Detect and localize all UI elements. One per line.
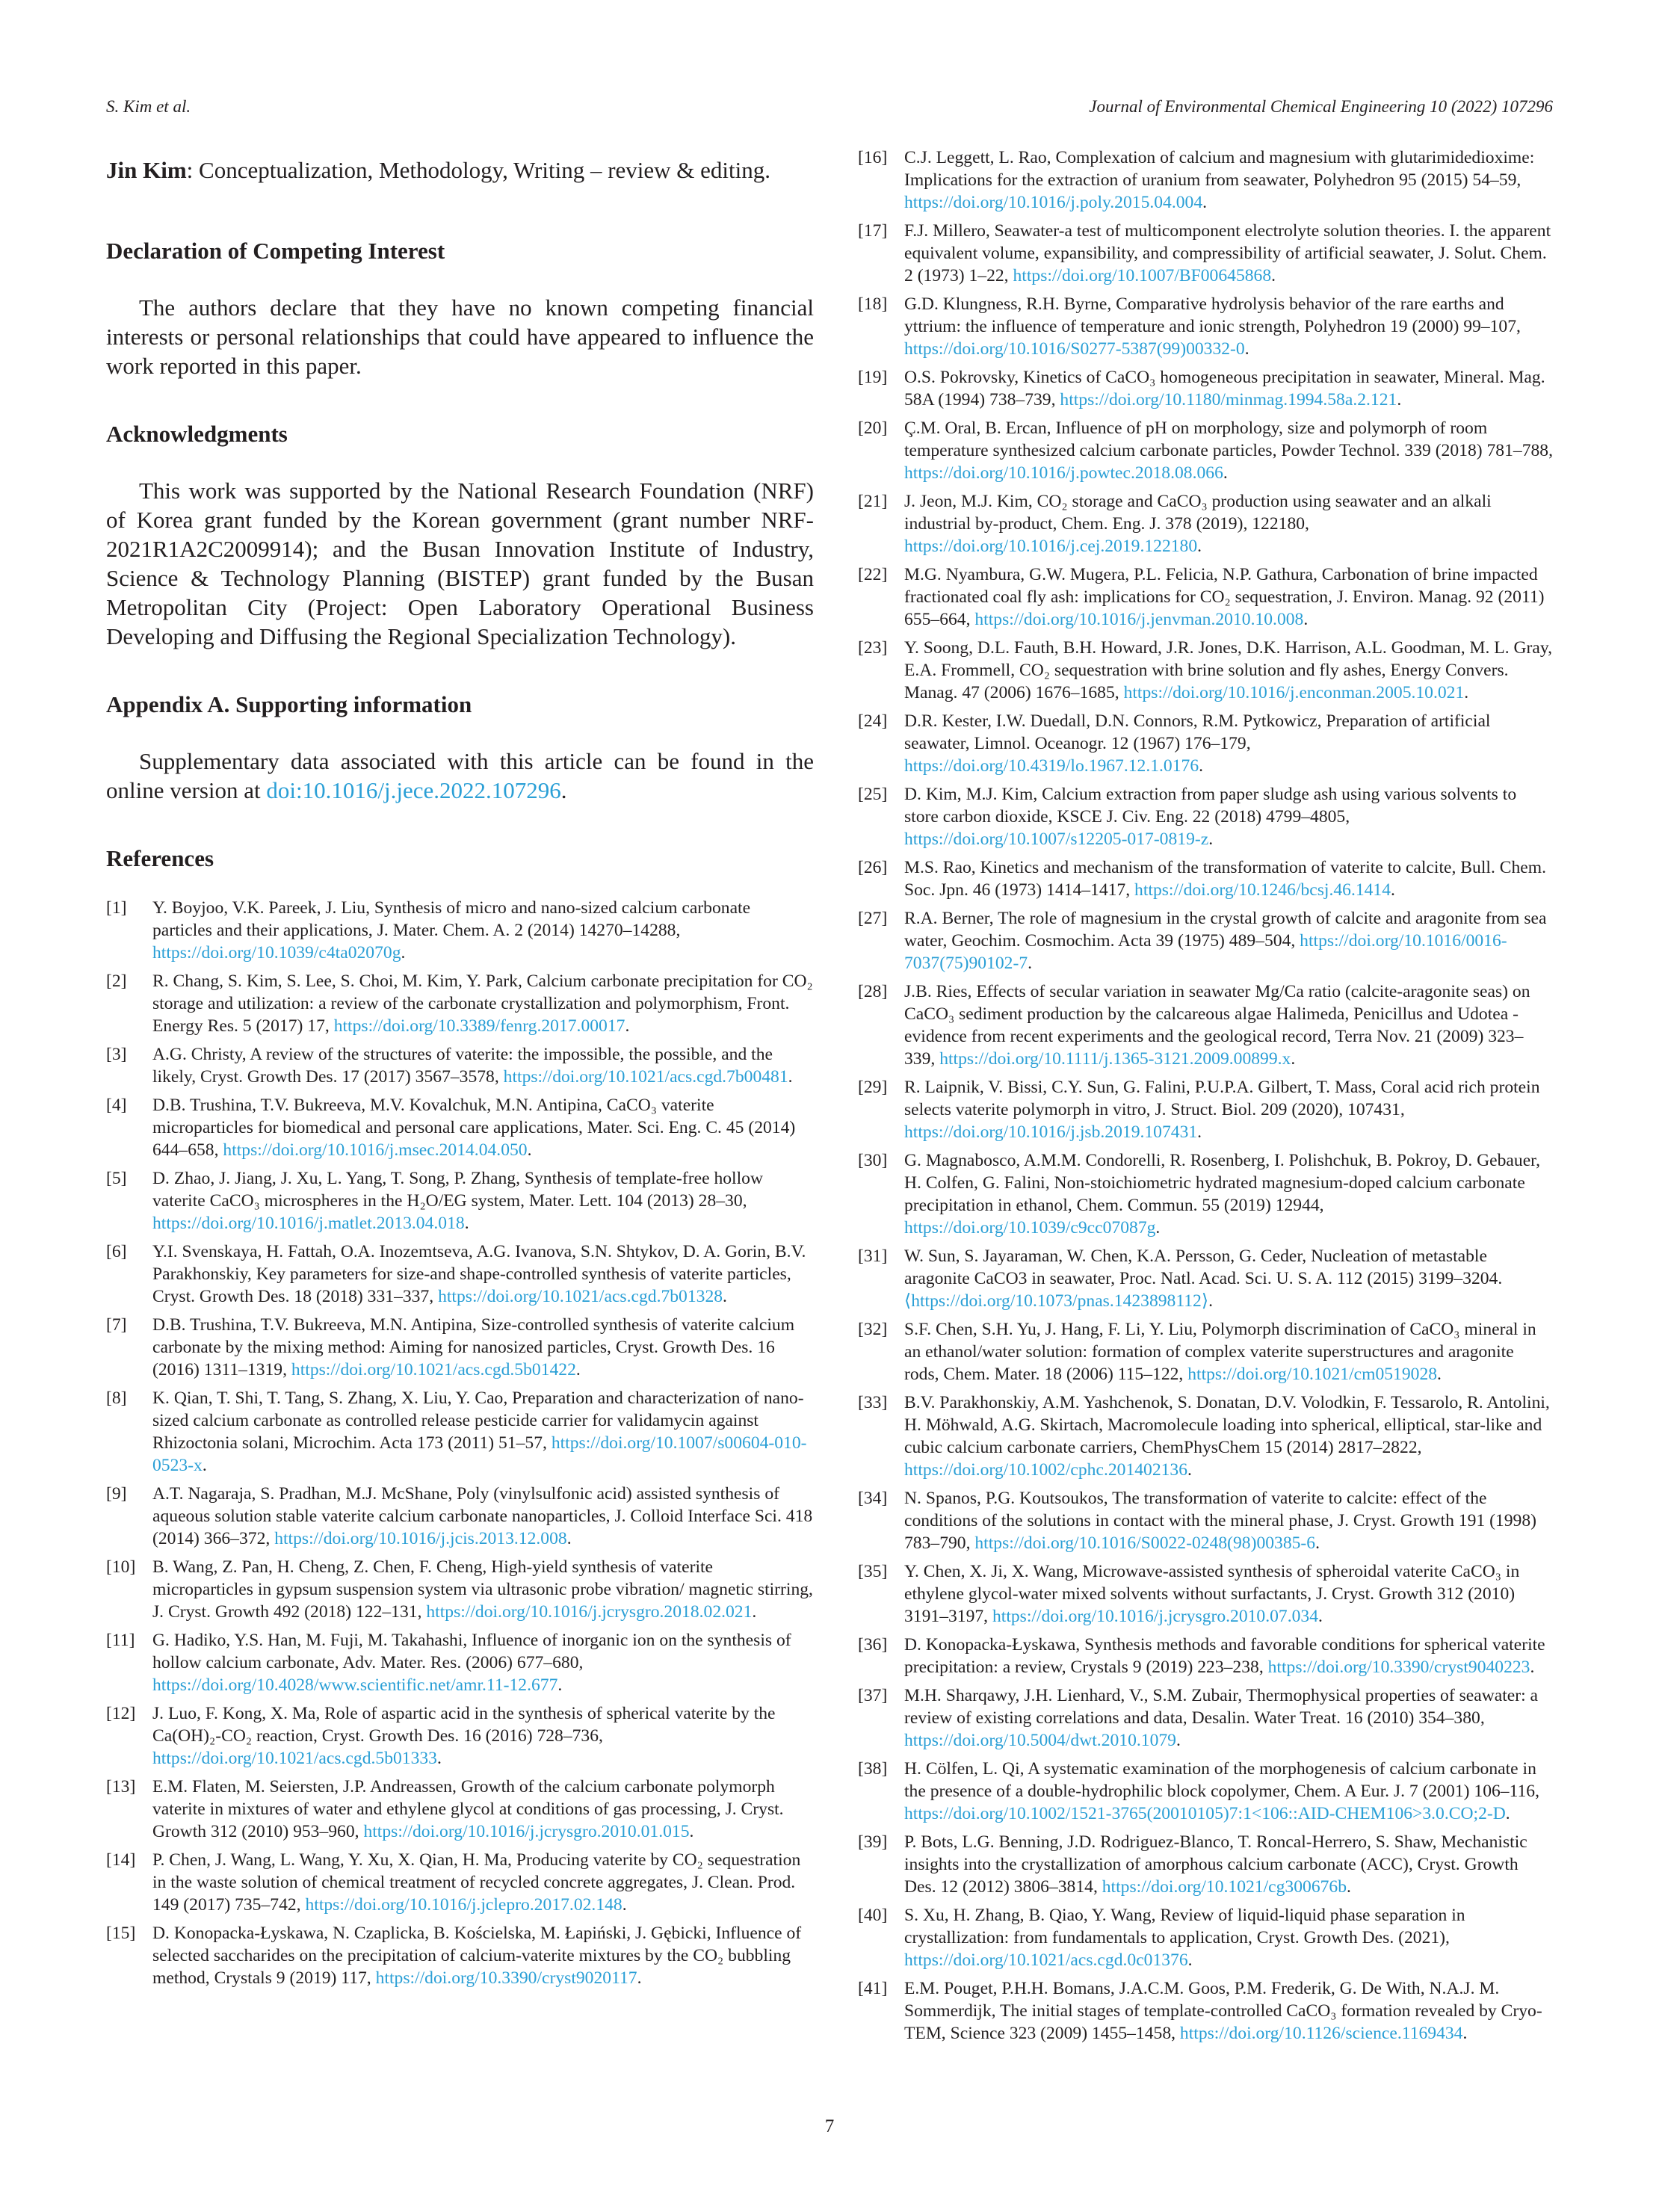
reference-text (152, 1629, 814, 1696)
reference-text (904, 417, 1553, 484)
reference-citation: J.B. Ries, Effects of secular variation in seawater Mg/Ca ratio (calcite-aragonite seas) on CaCO₃ sediment production by the calcareous algae Halimeda, Penicillus and Udotea - evidence from recent experiments and the geological record, Terra Nov. 21 (2009) 323–339, (904, 982, 1530, 1069)
reference-item (106, 1241, 814, 1308)
reference-end: . (1187, 1950, 1193, 1970)
reference-doi-link[interactable]: https://doi.org/10.3390/cryst9040223 (1267, 1658, 1530, 1677)
reference-item (858, 980, 1553, 1070)
reference-citation: D.R. Kester, I.W. Duedall, D.N. Connors, R.M. Pytkowicz, Preparation of artificial seawater, Limnol. Oceanogr. 12 (1967) 176–179, (904, 711, 1491, 753)
reference-end: . (1505, 1804, 1510, 1823)
reference-item (106, 1314, 814, 1381)
reference-text (152, 1556, 814, 1623)
reference-doi-link[interactable]: https://doi.org/10.1016/j.jcrysgro.2010.07.034 (992, 1607, 1319, 1626)
reference-number: [36] (858, 1635, 888, 1655)
reference-end: . (1202, 193, 1208, 212)
appendix-end: . (560, 777, 567, 803)
reference-item (858, 1149, 1553, 1239)
reference-end: . (401, 943, 406, 963)
reference-item (106, 1922, 814, 1989)
reference-end: . (752, 1602, 757, 1622)
reference-doi-link[interactable]: https://doi.org/10.1016/j.jcis.2013.12.008 (274, 1529, 567, 1548)
reference-doi-link[interactable]: https://doi.org/10.1246/bcsj.46.1414 (1134, 880, 1391, 900)
reference-doi-link[interactable]: https://doi.org/10.1016/j.cej.2019.122180 (904, 537, 1198, 556)
reference-item (858, 490, 1553, 557)
reference-number: [13] (106, 1777, 136, 1797)
reference-citation: M.G. Nyambura, G.W. Mugera, P.L. Felicia, N.P. Gathura, Carbonation of brine impacted fractionated coal fly ash: implications for CO₂ sequestration, J. Environ. Manag. 92 (2011) 655–664, (904, 565, 1545, 629)
reference-text (904, 1977, 1553, 2045)
reference-text (152, 1702, 814, 1770)
reference-number: [37] (858, 1686, 888, 1705)
reference-doi-link[interactable]: https://doi.org/10.3389/fenrg.2017.00017 (333, 1016, 625, 1036)
reference-end: . (575, 1360, 581, 1380)
reference-citation: R. Chang, S. Kim, S. Lee, S. Choi, M. Kim, Y. Park, Calcium carbonate precipitation for CO₂ storage and utilization: a review of the carbonate crystallization and polymorphism, Front. Energy Res. 5 (2017) 17, (152, 971, 813, 1036)
reference-doi-link[interactable]: https://doi.org/10.1180/minmag.1994.58a.2.121 (1060, 390, 1397, 410)
reference-citation: D. Kim, M.J. Kim, Calcium extraction from paper sludge ash using various solvents to store carbon dioxide, KSCE J. Civ. Eng. 22 (2018) 4799–4805, (904, 785, 1517, 827)
reference-item (858, 1684, 1553, 1752)
reference-citation: S.F. Chen, S.H. Yu, J. Hang, F. Li, Y. Liu, Polymorph discrimination of CaCO₃ mineral in an ethanol/water solution: formation of complex vaterite superstructures and aragonite rods, Chem. Mater. 18 (2006) 115–122, (904, 1320, 1536, 1384)
reference-doi-link[interactable]: https://doi.org/10.1007/BF00645868 (1013, 266, 1272, 285)
reference-number: [24] (858, 711, 888, 731)
reference-number: [6] (106, 1242, 127, 1261)
reference-number: [20] (858, 418, 888, 438)
reference-number: [7] (106, 1315, 127, 1335)
reference-text (904, 1076, 1553, 1143)
reference-doi-link[interactable]: https://doi.org/10.1016/j.poly.2015.04.004 (904, 193, 1203, 212)
reference-citation: E.M. Flaten, M. Seiersten, J.P. Andreassen, Growth of the calcium carbonate polymorph vaterite in mixtures of water and ethylene glycol at conditions of gas processing, J. Cryst. Growth 312 (2010) 953–960, (152, 1777, 784, 1841)
reference-number: [26] (858, 858, 888, 877)
reference-doi-link[interactable]: https://doi.org/10.1021/acs.cgd.5b01422 (291, 1360, 576, 1380)
left-column (106, 146, 814, 1995)
reference-item (858, 146, 1553, 214)
reference-end: . (1291, 1049, 1296, 1069)
reference-number: [10] (106, 1557, 136, 1577)
references-list-left (106, 897, 814, 1989)
reference-text (152, 1849, 814, 1916)
reference-text (904, 293, 1553, 360)
reference-text (152, 1483, 814, 1550)
reference-item (106, 1849, 814, 1916)
declaration-text: The authors declare that they have no known competing financial interests or personal relationships that could have appeared to influence the work reported in this paper. (106, 294, 814, 379)
reference-text (904, 1904, 1553, 1971)
appendix-doi-link[interactable]: doi:10.1016/j.jece.2022.107296 (266, 777, 561, 803)
reference-text (904, 146, 1553, 214)
reference-end: . (1397, 390, 1402, 410)
reference-end: . (1530, 1658, 1535, 1677)
reference-number: [23] (858, 638, 888, 658)
reference-citation: Y. Boyjoo, V.K. Pareek, J. Liu, Synthesis of micro and nano-sized calcium carbonate particles and their applications, J. Mater. Chem. A. 2 (2014) 14270–14288, (152, 898, 751, 940)
reference-text (904, 710, 1553, 777)
reference-doi-link[interactable]: https://doi.org/10.1016/j.powtec.2018.08.066 (904, 463, 1223, 483)
reference-citation: F.J. Millero, Seawater-a test of multicomponent electrolyte solution theories. I. the apparent equivalent volume, expansibility, and compressibility of artificial seawater, J. Solut. Chem. 2 (1973) 1–22, (904, 221, 1551, 285)
reference-doi-link[interactable]: https://doi.org/10.1016/j.matlet.2013.04.018 (152, 1214, 465, 1233)
reference-item (106, 897, 814, 964)
reference-text (904, 1684, 1553, 1752)
acknowledgments-text: This work was supported by the National Research Foundation (NRF) of Korea grant funded by the Korean government (grant number NRF-2021R1A2C2009914); and the Busan Innovation Institute of Industry, Science & Technology Planning (BISTEP) grant funded by the Busan Metropolitan City (Project: Open Laboratory Operational Business Developing and Diffusing the Regional Specialization Technology). (106, 478, 814, 649)
reference-doi-link[interactable]: https://doi.org/10.1021/acs.cgd.7b00481 (503, 1067, 788, 1087)
reference-end: . (1315, 1533, 1320, 1553)
reference-citation: D. Konopacka-Łyskawa, N. Czaplicka, B. Kościelska, M. Łapiński, J. Gębicki, Influence of selected saccharides on the precipitation of calcium-vaterite mixtures by the CO₂ bubbling method, Crystals 9 (2019) 117, (152, 1924, 802, 1988)
reference-item (106, 1167, 814, 1235)
reference-citation: D.B. Trushina, T.V. Bukreeva, M.V. Kovalchuk, M.N. Antipina, CaCO₃ vaterite microparticles for biomedical and personal care applications, Mater. Sci. Eng. C. 45 (2014) 644–658, (152, 1096, 796, 1160)
reference-end: . (637, 1968, 642, 1988)
reference-number: [4] (106, 1096, 127, 1115)
reference-doi-link[interactable]: https://doi.org/10.3390/cryst9020117 (375, 1968, 637, 1988)
reference-item (858, 1318, 1553, 1385)
reference-number: [29] (858, 1078, 888, 1097)
references-list-right (858, 146, 1553, 2045)
reference-number: [19] (858, 368, 888, 387)
reference-citation: D. Zhao, J. Jiang, J. Xu, L. Yang, T. Song, P. Zhang, Synthesis of template-free hollow vaterite CaCO₃ microspheres in the H₂O/EG system, Mater. Lett. 104 (2013) 28–30, (152, 1169, 763, 1211)
reference-end: . (1199, 756, 1204, 776)
reference-citation: J. Jeon, M.J. Kim, CO₂ storage and CaCO₃ production using seawater and an alkali industrial by-product, Chem. Eng. J. 378 (2019), 122180, (904, 492, 1492, 534)
reference-end: . (1437, 1365, 1442, 1384)
reference-text (904, 637, 1553, 704)
appendix-heading: Appendix A. Supporting information (106, 691, 472, 717)
credit-name: Jin Kim (106, 157, 187, 183)
reference-item (858, 1245, 1553, 1312)
reference-text (904, 907, 1553, 974)
reference-number: [9] (106, 1484, 127, 1504)
reference-text (152, 1387, 814, 1477)
reference-end: . (1318, 1607, 1323, 1626)
reference-doi-link[interactable]: https://doi.org/10.1002/1521-3765(20010105)7:1<106::AID-CHEM106>3.0.CO;2-D (904, 1804, 1506, 1823)
reference-doi-link[interactable]: https://doi.org/10.1016/j.jcrysgro.2010.01.015 (363, 1822, 690, 1841)
reference-text (152, 970, 814, 1037)
reference-citation: S. Xu, H. Zhang, B. Qiao, Y. Wang, Review of liquid-liquid phase separation in crystallization: from fundamentals to application, Cryst. Growth Des. (2021), (904, 1906, 1465, 1947)
reference-text (904, 366, 1553, 411)
reference-doi-link[interactable]: https://doi.org/10.4319/lo.1967.12.1.0176 (904, 756, 1199, 776)
reference-text (152, 1094, 814, 1161)
reference-citation: O.S. Pokrovsky, Kinetics of CaCO₃ homogeneous precipitation in seawater, Mineral. Mag. 58A (1994) 738–739, (904, 368, 1545, 410)
reference-citation: D.B. Trushina, T.V. Bukreeva, M.N. Antipina, Size-controlled synthesis of vaterite calcium carbonate by the mixing method: Aiming for nanosized particles, Cryst. Growth Des. 16 (2016) 1311–1319, (152, 1315, 795, 1380)
page-number: 7 (824, 2116, 835, 2137)
reference-number: [17] (858, 221, 888, 241)
reference-item (858, 366, 1553, 411)
reference-number: [35] (858, 1562, 888, 1581)
reference-citation: D. Konopacka-Łyskawa, Synthesis methods and favorable conditions for spherical vaterite precipitation: a review, Crystals 9 (2019) 223–238, (904, 1635, 1545, 1677)
reference-number: [5] (106, 1169, 127, 1188)
reference-text (152, 1922, 814, 1989)
reference-end: . (527, 1140, 532, 1160)
reference-text (904, 1758, 1553, 1825)
reference-end: . (1244, 339, 1249, 359)
reference-number: [3] (106, 1045, 127, 1064)
reference-doi-link[interactable]: https://doi.org/10.1021/cg300676b (1102, 1877, 1347, 1897)
reference-item (106, 1094, 814, 1161)
reference-end: . (566, 1529, 572, 1548)
reference-end: . (1197, 537, 1202, 556)
reference-end: . (1187, 1460, 1192, 1480)
declaration-heading: Declaration of Competing Interest (106, 238, 445, 264)
reference-item (858, 637, 1553, 704)
reference-item (858, 563, 1553, 631)
reference-text (904, 1831, 1553, 1898)
reference-text (904, 980, 1553, 1070)
reference-end: . (202, 1456, 207, 1475)
reference-doi-link[interactable]: https://doi.org/10.1002/cphc.201402136 (904, 1460, 1188, 1480)
reference-doi-link[interactable]: https://doi.org/10.1039/c4ta02070g (152, 943, 401, 963)
reference-end: . (1271, 266, 1276, 285)
reference-text (152, 1776, 814, 1843)
reference-citation: P. Chen, J. Wang, L. Wang, Y. Xu, X. Qian, H. Ma, Producing vaterite by CO₂ sequestration in the waste solution of chemical treatment of recycled concrete aggregates, J. Clean. Prod. 149 (2017) 735–742, (152, 1850, 801, 1915)
reference-doi-link[interactable]: https://doi.org/10.1016/j.jsb.2019.107431 (904, 1122, 1198, 1142)
reference-end: . (1391, 880, 1395, 900)
reference-citation: R. Laipnik, V. Bissi, C.Y. Sun, G. Falini, P.U.P.A. Gilbert, T. Mass, Coral acid rich protein selects vaterite polymorph in vitro, J. Struct. Biol. 209 (2020), 107431, (904, 1078, 1540, 1119)
reference-end: . (436, 1749, 442, 1768)
reference-item (858, 783, 1553, 850)
credit-statement (106, 155, 814, 185)
reference-text (904, 563, 1553, 631)
reference-citation: A.T. Nagaraja, S. Pradhan, M.J. McShane, Poly (vinylsulfonic acid) assisted synthesis of aqueous solution stable vaterite calcium carbonate nanoparticles, J. Colloid Interface Sci. 418 (2014) 366–372, (152, 1484, 813, 1548)
reference-item (106, 1776, 814, 1843)
running-header-journal: Journal of Environmental Chemical Engineering 10 (2022) 107296 (1089, 97, 1553, 116)
references-heading: References (106, 845, 214, 871)
reference-citation: A.G. Christy, A review of the structures of vaterite: the impossible, the possible, and the likely, Cryst. Growth Des. 17 (2017) 3567–3578, (152, 1045, 773, 1087)
reference-number: [21] (858, 492, 888, 511)
reference-text (904, 1560, 1553, 1628)
reference-item (106, 1702, 814, 1770)
reference-end: . (622, 1895, 627, 1915)
reference-doi-link[interactable]: https://doi.org/10.5004/dwt.2010.1079 (904, 1731, 1176, 1750)
appendix-text (106, 747, 814, 805)
reference-number: [15] (106, 1924, 136, 1943)
reference-item (858, 1904, 1553, 1971)
acknowledgments-heading: Acknowledgments (106, 421, 288, 447)
reference-citation: W. Sun, S. Jayaraman, W. Chen, K.A. Persson, G. Ceder, Nucleation of metastable aragonite CaCO3 in seawater, Proc. Natl. Acad. Sci. U. S. A. 112 (2015) 3199–3204. (904, 1246, 1503, 1288)
reference-citation: B.V. Parakhonskiy, A.M. Yashchenok, S. Donatan, D.V. Volodkin, F. Tessarolo, R. Antolini, H. Möhwald, A.G. Skirtach, Macromolecule loading into spherical, elliptical, star-like and cubic calcium carbonate carriers, ChemPhysChem 15 (2014) 2817–2822, (904, 1393, 1550, 1457)
reference-doi-link[interactable]: https://doi.org/10.1021/cm0519028 (1187, 1365, 1438, 1384)
reference-item (858, 1391, 1553, 1481)
reference-citation: C.J. Leggett, L. Rao, Complexation of calcium and magnesium with glutarimidedioxime: Implications for the extraction of uranium from seawater, Polyhedron 95 (2015) 54–59, (904, 148, 1535, 190)
reference-doi-link[interactable]: https://doi.org/10.1007/s12205-017-0819-z (904, 830, 1209, 849)
reference-number: [33] (858, 1393, 888, 1412)
reference-number: [2] (106, 971, 127, 991)
reference-citation: G.D. Klungness, R.H. Byrne, Comparative hydrolysis behavior of the rare earths and yttrium: the influence of temperature and ionic strength, Polyhedron 19 (2000) 99–107, (904, 294, 1521, 336)
reference-end: . (1208, 1291, 1213, 1311)
reference-number: [14] (106, 1850, 136, 1870)
reference-end: . (1464, 683, 1469, 702)
reference-item (858, 1076, 1553, 1143)
reference-end: . (788, 1067, 793, 1087)
reference-citation: N. Spanos, P.G. Koutsoukos, The transformation of vaterite to calcite: effect of the conditions of the solutions in contact with the mineral phase, J. Cryst. Growth 191 (1998) 783–790, (904, 1489, 1536, 1553)
reference-number: [11] (106, 1631, 135, 1650)
reference-doi-link[interactable]: https://doi.org/10.1111/j.1365-3121.2009.00899.x (939, 1049, 1291, 1069)
reference-citation: M.S. Rao, Kinetics and mechanism of the transformation of vaterite to calcite, Bull. Chem. Soc. Jpn. 46 (1973) 1414–1417, (904, 858, 1546, 900)
reference-item (106, 1387, 814, 1477)
appendix-body: Supplementary data associated with this article can be found in the online version at (106, 748, 814, 803)
reference-doi-link[interactable]: https://doi.org/10.1016/S0022-0248(98)00385-6 (974, 1533, 1316, 1553)
reference-text (152, 1167, 814, 1235)
reference-text (904, 490, 1553, 557)
reference-item (858, 417, 1553, 484)
reference-text (904, 1245, 1553, 1312)
reference-citation: Y. Chen, X. Ji, X. Wang, Microwave-assisted synthesis of spheroidal vaterite CaCO₃ in ethylene glycol-water mixed solvents without surfactants, J. Cryst. Growth 312 (2010) 3191–3197, (904, 1562, 1520, 1626)
reference-doi-link[interactable]: https://doi.org/10.1016/j.enconman.2005.10.021 (1123, 683, 1465, 702)
reference-citation: B. Wang, Z. Pan, H. Cheng, Z. Chen, F. Cheng, High-yield synthesis of vaterite microparticles in gypsum suspension system via ultrasonic probe vibration/ magnetic stirring, J. Cryst. Growth 492 (2018) 122–131, (152, 1557, 813, 1622)
reference-number: [38] (858, 1759, 888, 1779)
reference-item (858, 1977, 1553, 2045)
reference-item (858, 1758, 1553, 1825)
reference-end: . (1197, 1122, 1202, 1142)
reference-item (858, 710, 1553, 777)
reference-doi-link[interactable]: https://doi.org/10.1016/0016-7037(75)90102-7 (904, 931, 1507, 973)
reference-citation: Ç.M. Oral, B. Ercan, Influence of pH on morphology, size and polymorph of room temperature synthesized calcium carbonate particles, Powder Technol. 339 (2018) 781–788, (904, 418, 1553, 460)
reference-item (858, 856, 1553, 901)
reference-end: . (1028, 954, 1033, 973)
reference-citation: Y. Soong, D.L. Fauth, B.H. Howard, J.R. Jones, D.K. Harrison, A.L. Goodman, M. L. Gray, E.A. Frommell, CO₂ sequestration with brine solution and fly ashes, Energy Convers. Manag. 47 (2006) 1676–1685, (904, 638, 1553, 702)
reference-end: . (625, 1016, 630, 1036)
reference-item (106, 1556, 814, 1623)
reference-end: . (689, 1822, 694, 1841)
reference-doi-link[interactable]: https://doi.org/10.1039/c9cc07087g (904, 1218, 1156, 1238)
reference-doi-link[interactable]: https://doi.org/10.1126/science.1169434 (1179, 2024, 1463, 2043)
reference-number: [8] (106, 1388, 127, 1408)
reference-end: . (1303, 610, 1309, 629)
reference-number: [1] (106, 898, 127, 918)
reference-citation: R.A. Berner, The role of magnesium in the crystal growth of calcite and aragonite from sea water, Geochim. Cosmochim. Acta 39 (1975) 489–504, (904, 909, 1547, 951)
reference-item (858, 1560, 1553, 1628)
reference-citation: M.H. Sharqawy, J.H. Lienhard, V., S.M. Zubair, Thermophysical properties of seawater: a review of existing correlations and data, Desalin. Water Treat. 16 (2010) 354–380, (904, 1686, 1539, 1728)
reference-text (904, 1391, 1553, 1481)
reference-doi-link[interactable]: https://doi.org/10.1016/j.jcrysgro.2018.02.021 (426, 1602, 753, 1622)
reference-item (106, 1043, 814, 1088)
reference-citation: Y.I. Svenskaya, H. Fattah, O.A. Inozemtseva, A.G. Ivanova, S.N. Shtykov, D. A. Gorin, B.V. Parakhonskiy, Key parameters for size-and shape-controlled synthesis of vaterite particles, Cryst. Growth Des. 18 (2018) 331–337, (152, 1242, 806, 1306)
reference-citation: E.M. Pouget, P.H.H. Bomans, J.A.C.M. Goos, P.M. Frederik, G. De With, N.A.J. M. Sommerdijk, The initial stages of template-controlled CaCO₃ formation revealed by Cryo-TEM, Science 323 (2009) 1455–1458, (904, 1979, 1542, 2043)
reference-number: [12] (106, 1704, 136, 1723)
reference-end: . (1208, 830, 1214, 849)
reference-doi-link[interactable]: https://doi.org/10.1007/s00604-010-0523-x (152, 1433, 807, 1475)
reference-item (858, 907, 1553, 974)
reference-number: [25] (858, 785, 888, 804)
reference-end: . (1175, 1731, 1181, 1750)
reference-number: [34] (858, 1489, 888, 1508)
reference-text (904, 1318, 1553, 1385)
reference-end: . (464, 1214, 469, 1233)
reference-item (858, 220, 1553, 287)
reference-item (106, 1629, 814, 1696)
reference-end: . (1347, 1877, 1351, 1897)
reference-item (858, 293, 1553, 360)
reference-number: [39] (858, 1832, 888, 1852)
reference-end: . (1223, 463, 1228, 483)
reference-text (152, 897, 814, 964)
reference-end: . (557, 1675, 563, 1695)
reference-text (904, 220, 1553, 287)
reference-doi-link[interactable]: ⟨https://doi.org/10.1073/pnas.1423898112⟩ (904, 1291, 1209, 1311)
reference-doi-link[interactable]: https://doi.org/10.1016/j.msec.2014.04.050 (223, 1140, 528, 1160)
reference-number: [22] (858, 565, 888, 584)
reference-end: . (1462, 2024, 1468, 2043)
reference-text (152, 1314, 814, 1381)
credit-roles: : Conceptualization, Methodology, Writing – review & editing. (186, 157, 771, 183)
reference-doi-link[interactable]: https://doi.org/10.1016/j.jclepro.2017.02.148 (305, 1895, 622, 1915)
reference-item (858, 1634, 1553, 1678)
reference-citation: K. Qian, T. Shi, T. Tang, S. Zhang, X. Liu, Y. Cao, Preparation and characterization of nano-sized calcium carbonate as controlled release pesticide carrier for validamycin against Rhizoctonia solani, Microchim. Acta 173 (2011) 51–57, (152, 1388, 804, 1453)
reference-text (904, 1487, 1553, 1554)
reference-number: [28] (858, 982, 888, 1001)
reference-doi-link[interactable]: https://doi.org/10.1021/acs.cgd.7b01328 (438, 1287, 723, 1306)
reference-citation: H. Cölfen, L. Qi, A systematic examination of the morphogenesis of calcium carbonate in the presence of a double-hydrophilic block copolymer, Chem. A Eur. J. 7 (2001) 106–116, (904, 1759, 1539, 1801)
reference-item (106, 1483, 814, 1550)
running-header-authors: S. Kim et al. (106, 97, 191, 116)
reference-end: . (1155, 1218, 1161, 1238)
reference-text (904, 1634, 1553, 1678)
reference-doi-link[interactable]: https://doi.org/10.1021/acs.cgd.5b01333 (152, 1749, 437, 1768)
reference-text (904, 856, 1553, 901)
reference-number: [30] (858, 1151, 888, 1170)
reference-end: . (723, 1287, 727, 1306)
reference-number: [16] (858, 148, 888, 167)
reference-doi-link[interactable]: https://doi.org/10.4028/www.scientific.net/amr.11-12.677 (152, 1675, 558, 1695)
right-column (858, 146, 1553, 2051)
reference-number: [41] (858, 1979, 888, 1998)
reference-text (904, 783, 1553, 850)
reference-number: [31] (858, 1246, 888, 1266)
reference-doi-link[interactable]: https://doi.org/10.1016/j.jenvman.2010.10.008 (974, 610, 1304, 629)
reference-text (904, 1149, 1553, 1239)
reference-number: [18] (858, 294, 888, 314)
reference-item (858, 1487, 1553, 1554)
reference-text (152, 1043, 814, 1088)
reference-item (106, 970, 814, 1037)
reference-doi-link[interactable]: https://doi.org/10.1016/S0277-5387(99)00332-0 (904, 339, 1245, 359)
reference-citation: G. Magnabosco, A.M.M. Condorelli, R. Rosenberg, I. Polishchuk, B. Pokroy, D. Gebauer, H. Colfen, G. Falini, Non-stoichiometric hydrated magnesium-doped calcium carbonate precipitation in ethanol, Chem. Commun. 55 (2019) 12944, (904, 1151, 1540, 1215)
reference-citation: P. Bots, L.G. Benning, J.D. Rodriguez-Blanco, T. Roncal-Herrero, S. Shaw, Mechanistic insights into the crystallization of amorphous calcium carbonate (ACC), Cryst. Growth Des. 12 (2012) 3806–3814, (904, 1832, 1527, 1897)
reference-number: [40] (858, 1906, 888, 1925)
reference-citation: J. Luo, F. Kong, X. Ma, Role of aspartic acid in the synthesis of spherical vaterite by the Ca(OH)₂-CO₂ reaction, Cryst. Growth Des. 16 (2016) 728–736, (152, 1704, 776, 1746)
reference-text (152, 1241, 814, 1308)
reference-doi-link[interactable]: https://doi.org/10.1021/acs.cgd.0c01376 (904, 1950, 1188, 1970)
reference-item (858, 1831, 1553, 1898)
reference-number: [27] (858, 909, 888, 928)
reference-citation: G. Hadiko, Y.S. Han, M. Fuji, M. Takahashi, Influence of inorganic ion on the synthesis of hollow calcium carbonate, Adv. Mater. Res. (2006) 677–680, (152, 1631, 791, 1672)
reference-number: [32] (858, 1320, 888, 1339)
